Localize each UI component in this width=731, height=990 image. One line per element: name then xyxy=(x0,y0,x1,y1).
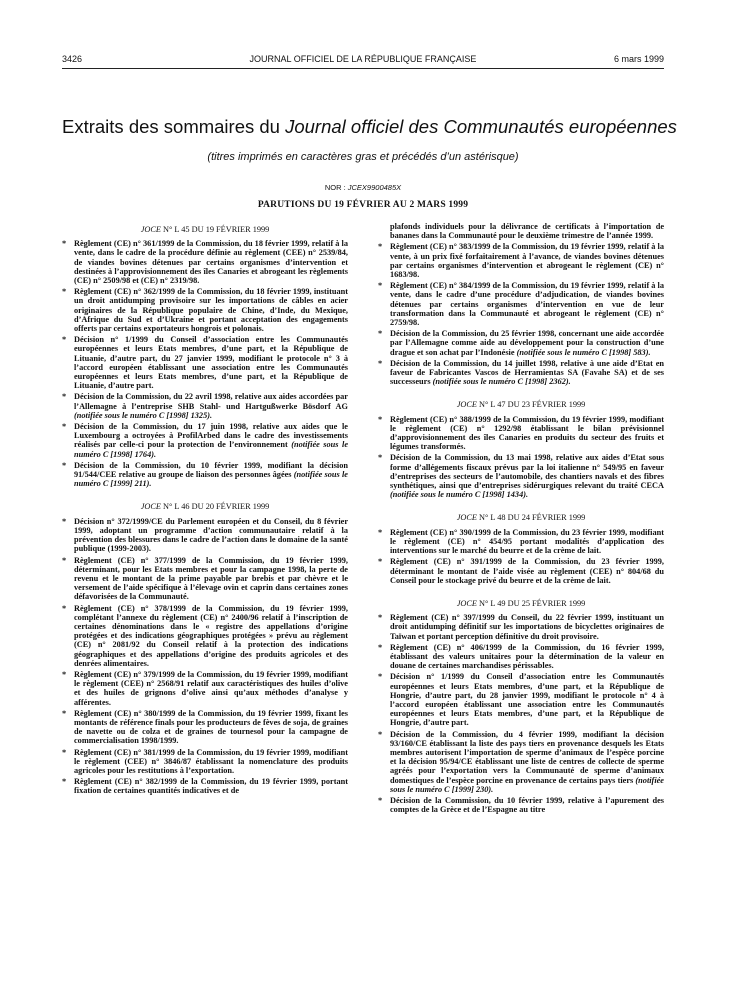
list-item: * Règlement (CE) n° 406/1999 de la Commission, du 16 février 1999, établissant des valeurs unitaires pour la détermination de la valeur en douane de certaines marchandises périssables. xyxy=(378,642,664,671)
list-item: * Règlement (CE) n° 381/1999 de la Commission, du 19 février 1999, modifiant le règlement (CEE) n° 3846/87 établissant la nomenclature des produits agricoles pour les restitutions à l’exportation. xyxy=(62,747,348,775)
title-journal: Journal officiel des Communautés européennes xyxy=(285,116,677,137)
title-prefix: Extraits des sommaires du xyxy=(62,116,286,137)
right-column xyxy=(378,222,664,816)
list-item: * Décision de la Commission, du 10 février 1999, relative à l’apurement des comptes de la Grèce et de l’Espagne au titre xyxy=(378,795,664,815)
list-item: * Règlement (CE) n° 391/1999 de la Commission, du 23 février 1999, déterminant le montant de l’aide visée au règlement (CEE) n° 804/68 du Conseil pour le stockage privé du beurre et de la crème de lait. xyxy=(378,557,664,585)
page-subtitle: (titres imprimés en caractères gras et précédés d’un astérisque) xyxy=(207,151,519,163)
list-item: * Règlement (CE) n° 379/1999 de la Commission, du 19 février 1999, modifiant le règlement (CEE) n° 2568/91 relatif aux caractéristiques des huiles d’olive et des huiles de grignons d’olive ainsi qu’aux méthodes d’analyse y afférentes. xyxy=(62,669,348,707)
issue-date: 6 mars 1999 xyxy=(613,54,664,64)
list-item: * Décision de la Commission, du 17 juin 1998, relative aux aides que le Luxembourg a octroyées à ProfilArbed dans le cadre des investissements réalisés par celle-ci pour la protection de l’environnement (notifiée sous le numéro C [1998] 1764). xyxy=(62,422,349,459)
list-item: * Règlement (CE) n° 380/1999 de la Commission, du 19 février 1999, fixant les montants de référence finals pour les producteurs de fèves de soja, de graines de navette ou de colza et de graines de tournesol pour la campagne de commercialisation 1998/1999. xyxy=(62,708,348,746)
section-heading-l49: JOCE N° L 49 DU 25 FÉVRIER 1999 xyxy=(456,598,586,608)
list-item: * Règlement (CE) n° 362/1999 de la Commission, du 18 février 1999, instituant un droit antidumping provisoire sur les importations de câbles en acier originaires de la République populaire de Chine, d’Inde, du Mexique, d’Afrique du Sud et d’Ukraine et portant acceptation des engagements offerts par certains exportateurs hongrois et polonais. xyxy=(62,287,348,334)
parutions-heading: PARUTIONS DU 19 FÉVRIER AU 2 MARS 1999 xyxy=(257,200,469,210)
section-heading-l47: JOCE N° L 47 DU 23 FÉVRIER 1999 xyxy=(456,400,586,410)
list-item: * Règlement (CE) n° 384/1999 de la Commission, du 19 février 1999, relatif à la vente, dans le cadre d’une procédure d’adjudication, de viandes bovines détenues par certains organismes d’intervention en vue de leur transformation dans la Communauté et abrogeant le règlement (CE) n° 2759/98. xyxy=(378,281,664,328)
running-header xyxy=(62,54,664,68)
list-item: * Décision de la Commission, du 4 février 1999, modifiant la décision 93/160/CE établissant la liste des pays tiers en provenance desquels les Etats membres autorisent l’importation de sperme d’animaux de l’espèce porcine et la décision 95/94/CE établissant une liste de centres de collecte de sperme agréés pour l’exportation vers la Communauté de sperme d’animaux domestiques de l’espèce porcine en provenance de certains pays tiers (notifiée sous le numéro C [1999] 230). xyxy=(378,729,664,794)
list-item: * Décision n° 1/1999 du Conseil d’association entre les Communautés européennes et leurs Etats membres, d’une part, et la République de Lituanie, d’autre part, du 27 janvier 1999, modifiant le protocole n° 3 à l’accord européen établissant une association entre les Communautés européennes et leurs Etats membres, d’une part, et la République de Lituanie, d’autre part. xyxy=(62,335,348,391)
list-item: * Règlement (CE) n° 397/1999 du Conseil, du 22 février 1999, instituant un droit antidumping définitif sur les importations de bicyclettes originaires de Taïwan et portant perception définitive du droit provisoire. xyxy=(378,613,664,641)
list-item: * Décision de la Commission, du 10 février 1999, modifiant la décision 91/544/CEE relative au groupe de liaison des personnes âgées (notifiée sous le numéro C [1999] 211). xyxy=(62,460,348,489)
list-item: * Décision de la Commission, du 13 mai 1998, relative aux aides d’Etat sous forme d’allégements fiscaux prévus par la loi italienne n° 549/95 en faveur d’entreprises des secteurs de l’automobile, des chantiers navals et des fibres synthétiques, ainsi que d’entreprises sidérurgiques relevant du traité CECA (notifiée sous le numéro C [1998] 1434). xyxy=(378,453,664,500)
list-item: * Règlement (CE) n° 378/1999 de la Commission, du 19 février 1999, complétant l’annexe du règlement (CE) n° 2400/96 relatif à l’inscription de certaines dénominations dans le « registre des appellations d’origine protégées et des indications géographiques protégées » prévu au règlement (CE) n° 2081/92 du Conseil relatif à la protection des indications géographiques et des appellations d’origine des produits agricoles et des denrées alimentaires. xyxy=(62,603,348,668)
list-item: * Décision n° 372/1999/CE du Parlement européen et du Conseil, du 8 février 1999, adoptant un programme d’action communautaire relatif à la prévention des blessures dans le cadre de l’action dans le domaine de la santé publique (1999-2003). xyxy=(62,516,348,554)
list-item: * Décision de la Commission, du 22 avril 1998, relative aux aides accordées par l’Allemagne à l’entreprise SHB Stahl- und Hartgußwerke Bösdorf AG (notifiée sous le numéro C [1998] 1325). xyxy=(62,392,348,420)
journal-name: JOURNAL OFFICIEL DE LA RÉPUBLIQUE FRANÇAISE xyxy=(249,54,477,64)
list-item: * Règlement (CE) n° 377/1999 de la Commission, du 19 février 1999, déterminant, pour les Etats membres et pour la campagne 1998, la perte de revenu et le montant de la prime payable par brebis et par chèvre et le versement de l’aide spécifique à l’élevage ovin et caprin dans certaines zones défavorisées de la Communauté. xyxy=(62,555,348,602)
list-item: * Règlement (CE) n° 383/1999 de la Commission, du 19 février 1999, relatif à la vente, à un prix fixé forfaitairement à l’avance, de viandes bovines détenues par certains organismes d’intervention et abrogeant le règlement (CE) n° 1683/98. xyxy=(378,242,664,280)
nor-reference xyxy=(62,183,664,192)
section-heading-l46: JOCE N° L 46 DU 20 FÉVRIER 1999 xyxy=(140,502,270,512)
nor-label: NOR : xyxy=(324,183,348,192)
list-item: * Décision n° 1/1999 du Conseil d’association entre les Communautés européennes et leurs Etats membres, d’une part, et la République de Hongrie, d’autre part, du 28 janvier 1999, modifiant le protocole n° 4 à l’accord européen établissant une association entre les Communautés européennes et leurs Etats membres, d’une part, et la République de Hongrie, d’autre part. xyxy=(378,672,664,728)
header-rule xyxy=(62,68,664,69)
list-item: * Décision de la Commission, du 14 juillet 1998, relative à une aide d’Etat en faveur de Fabricantes Vascos de Herramientas SA (Favahe SA) et de ses successeurs (notifiée sous le numéro C [1998] 2362). xyxy=(378,358,664,387)
list-item-continuation: plafonds individuels pour la délivrance de certificats à l’importation de bananes dans la Communauté pour le deuxième trimestre de l’année 1999. xyxy=(390,222,664,241)
list-item: * Décision de la Commission, du 25 février 1998, concernant une aide accordée par l’Allemagne comme aide au développement pour la construction d’une drague et son achat par l’Indonésie (notifiée sous le numéro C [1998] 583). xyxy=(378,329,664,357)
list-item: * Règlement (CE) n° 388/1999 de la Commission, du 19 février 1999, modifiant le règlement (CE) n° 1292/98 établissant le bilan prévisionnel d’approvisionnement des îles Canaries en produits du secteur des fruits et légumes transformés. xyxy=(378,414,664,452)
left-column xyxy=(62,222,348,798)
section-heading-l48: JOCE N° L 48 DU 24 FÉVRIER 1999 xyxy=(456,513,586,523)
list-item: * Règlement (CE) n° 390/1999 de la Commission, du 23 février 1999, modifiant le règlement (CE) n° 454/95 portant modalités d’application des interventions sur le marché du beurre et de la crème de lait. xyxy=(378,527,664,556)
nor-code: JCEX9900485X xyxy=(347,183,402,192)
list-item: * Règlement (CE) n° 382/1999 de la Commission, du 19 février 1999, portant fixation de certaines quantités indicatives et de xyxy=(62,777,348,796)
page-title xyxy=(62,116,677,138)
page-number: 3426 xyxy=(62,54,83,64)
section-heading-l45: JOCE N° L 45 DU 19 FÉVRIER 1999 xyxy=(140,225,270,234)
list-item: * Règlement (CE) n° 361/1999 de la Commission, du 18 février 1999, relatif à la vente, dans le cadre de la procédure définie au règlement (CEE) n° 2539/84, de viandes bovines détenues par certains organismes d’intervention et destinées à l’approvisionnement des îles Canaries et abrogeant les règlements (CE) n° 2509/98 et (CE) n° 2319/98. xyxy=(62,239,348,286)
